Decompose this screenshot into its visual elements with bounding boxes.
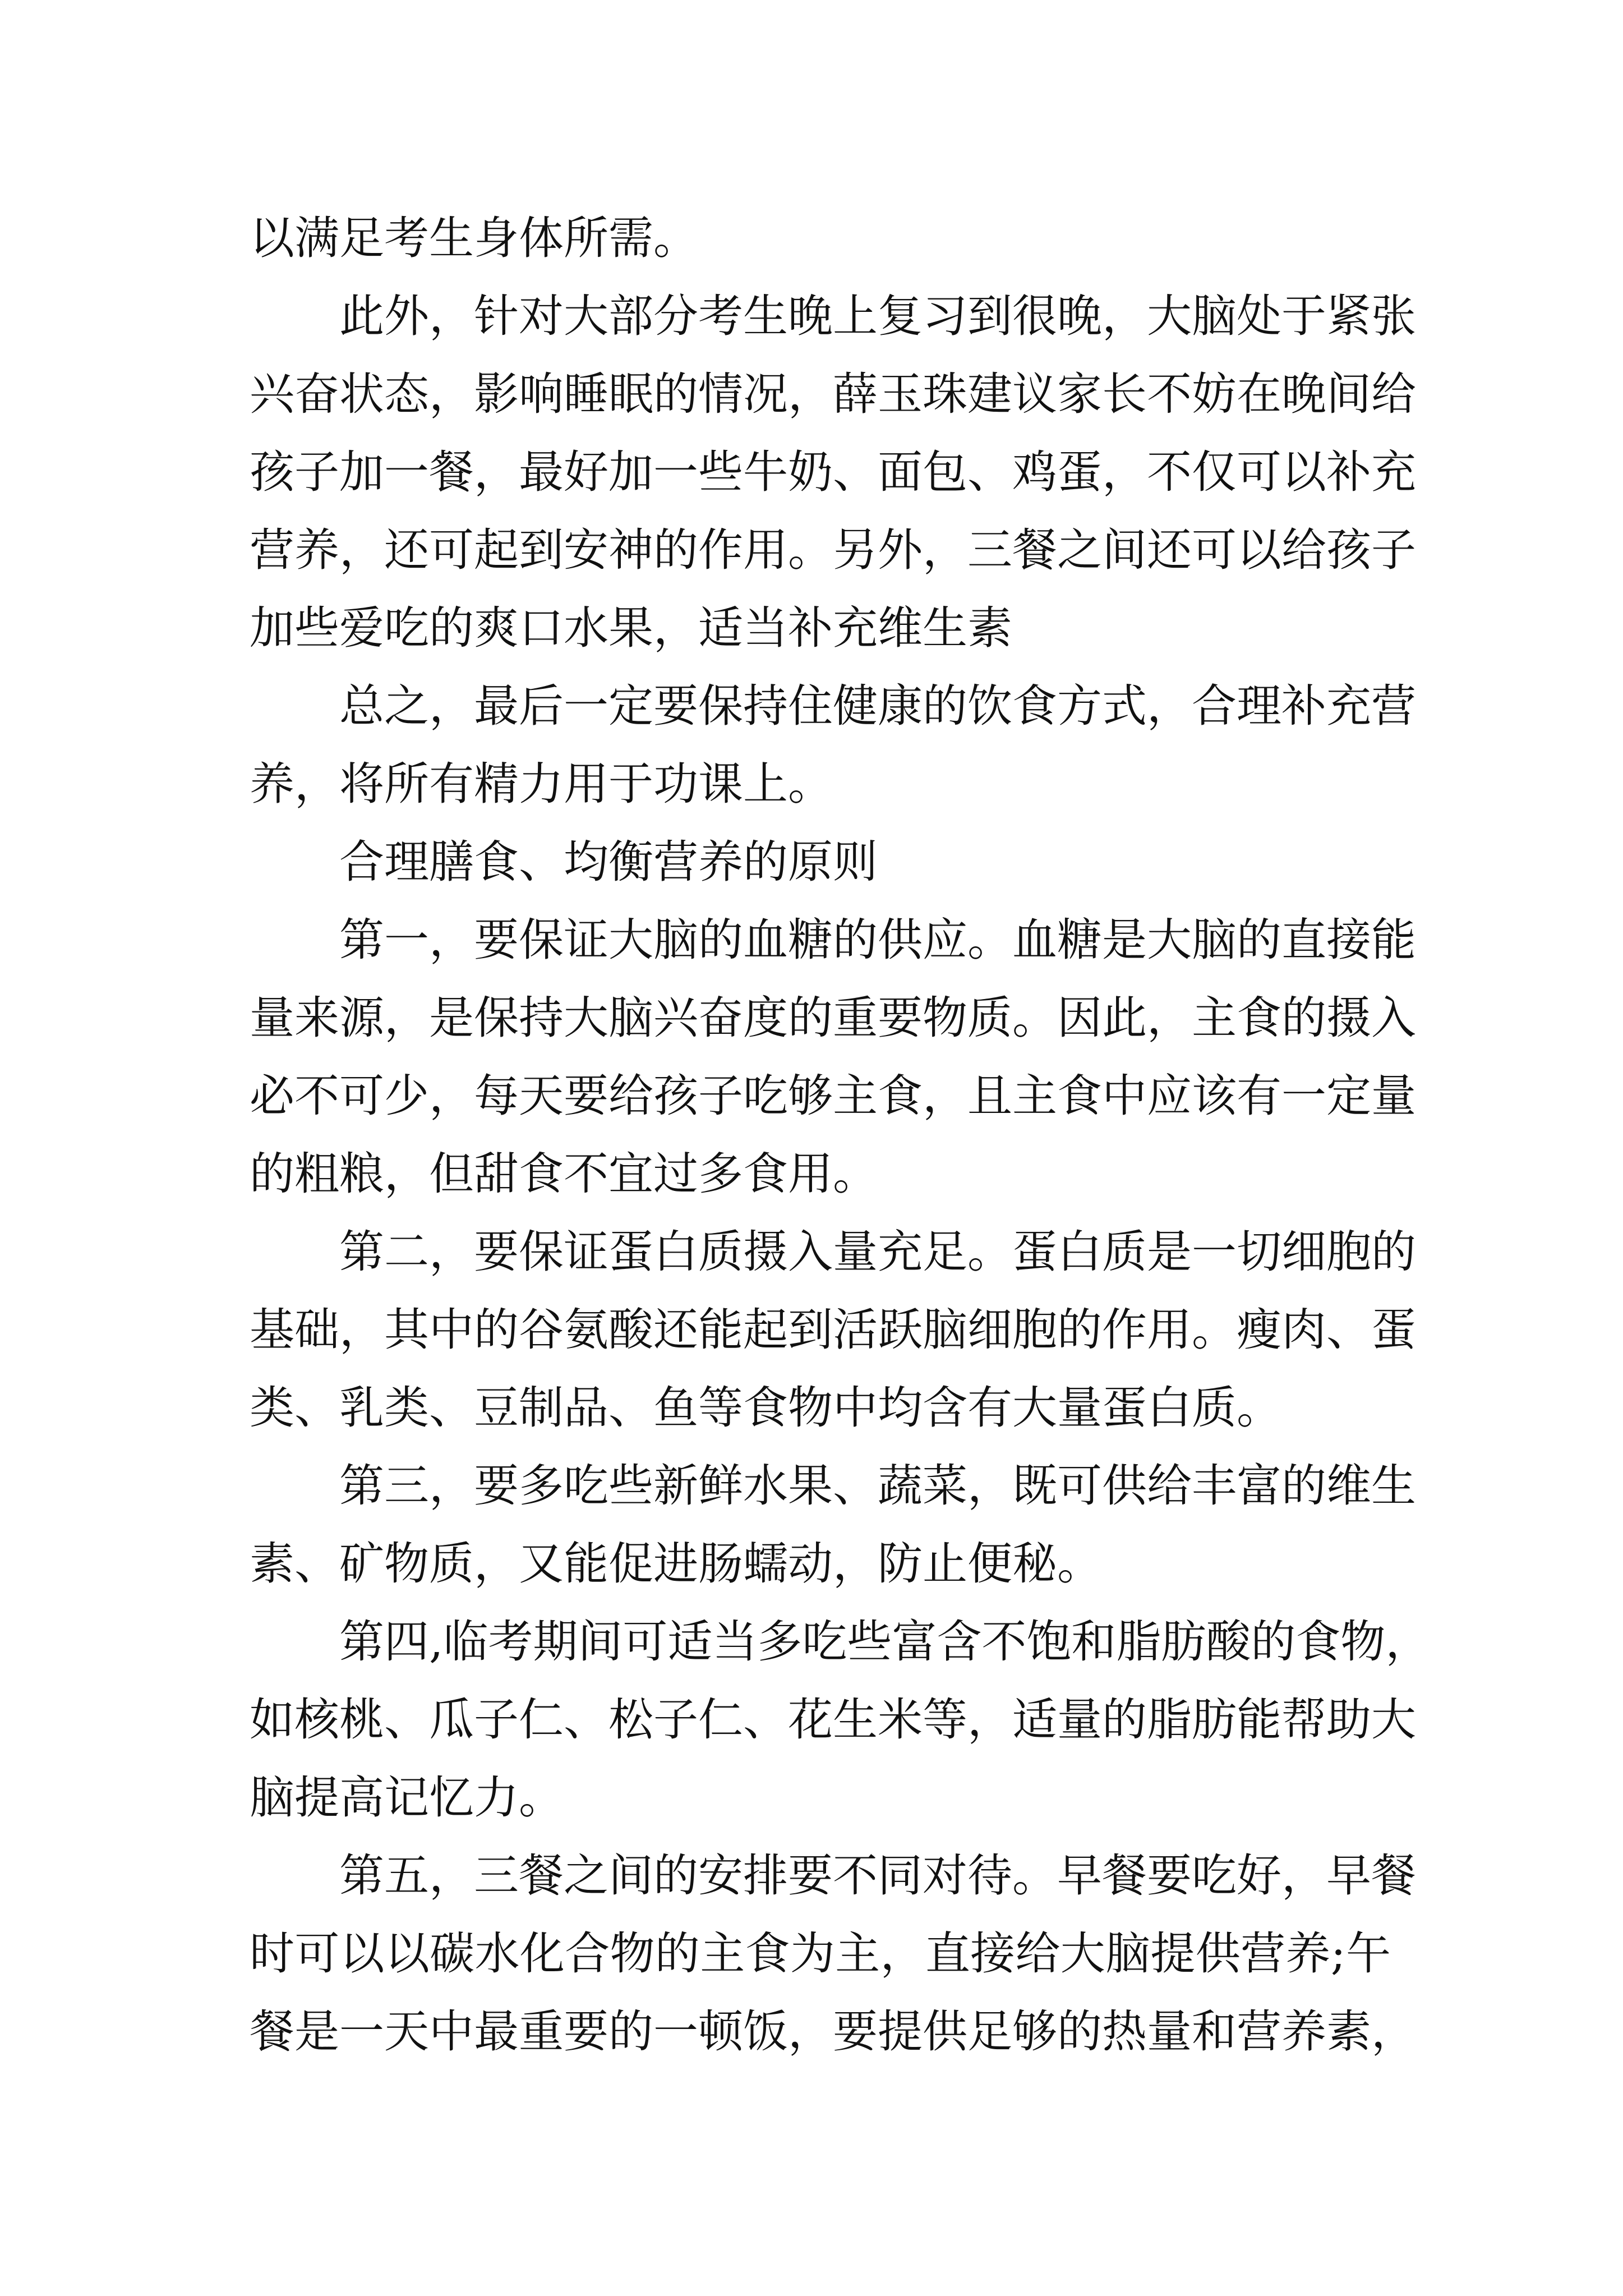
text-line: 必不可少，每天要给孩子吃够主食，且主食中应该有一定量	[250, 1070, 1416, 1122]
text-line: 加些爱吃的爽口水果，适当补充维生素	[250, 602, 1012, 654]
text-line: 合理膳食、均衡营养的原则	[339, 836, 878, 888]
text-line: 兴奋状态，影响睡眠的情况，薛玉珠建议家长不妨在晚间给	[250, 368, 1416, 420]
text-line: 餐是一天中最重要的一顿饭，要提供足够的热量和营养素，	[250, 2005, 1416, 2058]
document-page	[250, 199, 1431, 2070]
text-line: 第二，要保证蛋白质摄入量充足。蛋白质是一切细胞的	[339, 1226, 1416, 1278]
text-line: 的粗粮，但甜食不宜过多食用。	[250, 1148, 878, 1200]
text-line: 营养，还可起到安神的作用。另外，三餐之间还可以给孩子	[250, 524, 1416, 576]
text-line: 脑提高记忆力。	[250, 1772, 564, 1824]
text-line: 养，将所有精力用于功课上。	[250, 758, 833, 810]
text-line: 时可以以碳水化合物的主食为主，直接给大脑提供营养;午	[250, 1927, 1391, 1980]
text-line: 总之，最后一定要保持住健康的饮食方式，合理补充营	[339, 680, 1416, 732]
text-line: 第五，三餐之间的安排要不同对待。早餐要吃好，早餐	[339, 1849, 1416, 1902]
text-line: 孩子加一餐，最好加一些牛奶、面包、鸡蛋，不仅可以补充	[250, 446, 1416, 498]
text-line: 如核桃、瓜子仁、松子仁、花生米等，适量的脂肪能帮助大	[250, 1694, 1416, 1746]
text-line: 素、矿物质，又能促进肠蠕动，防止便秘。	[250, 1538, 1102, 1590]
text-line: 此外，针对大部分考生晚上复习到很晚，大脑处于紧张	[339, 290, 1416, 342]
text-line: 量来源，是保持大脑兴奋度的重要物质。因此，主食的摄入	[250, 992, 1416, 1044]
text-line: 以满足考生身体所需。	[250, 212, 698, 264]
text-line: 第三，要多吃些新鲜水果、蔬菜，既可供给丰富的维生	[339, 1460, 1416, 1512]
text-line: 基础，其中的谷氨酸还能起到活跃脑细胞的作用。瘦肉、蛋	[250, 1304, 1416, 1356]
text-line: 类、乳类、豆制品、鱼等食物中均含有大量蛋白质。	[250, 1382, 1281, 1434]
text-line: 第四,临考期间可适当多吃些富含不饱和脂肪酸的食物，	[339, 1616, 1431, 1668]
text-line: 第一，要保证大脑的血糖的供应。血糖是大脑的直接能	[339, 914, 1416, 966]
